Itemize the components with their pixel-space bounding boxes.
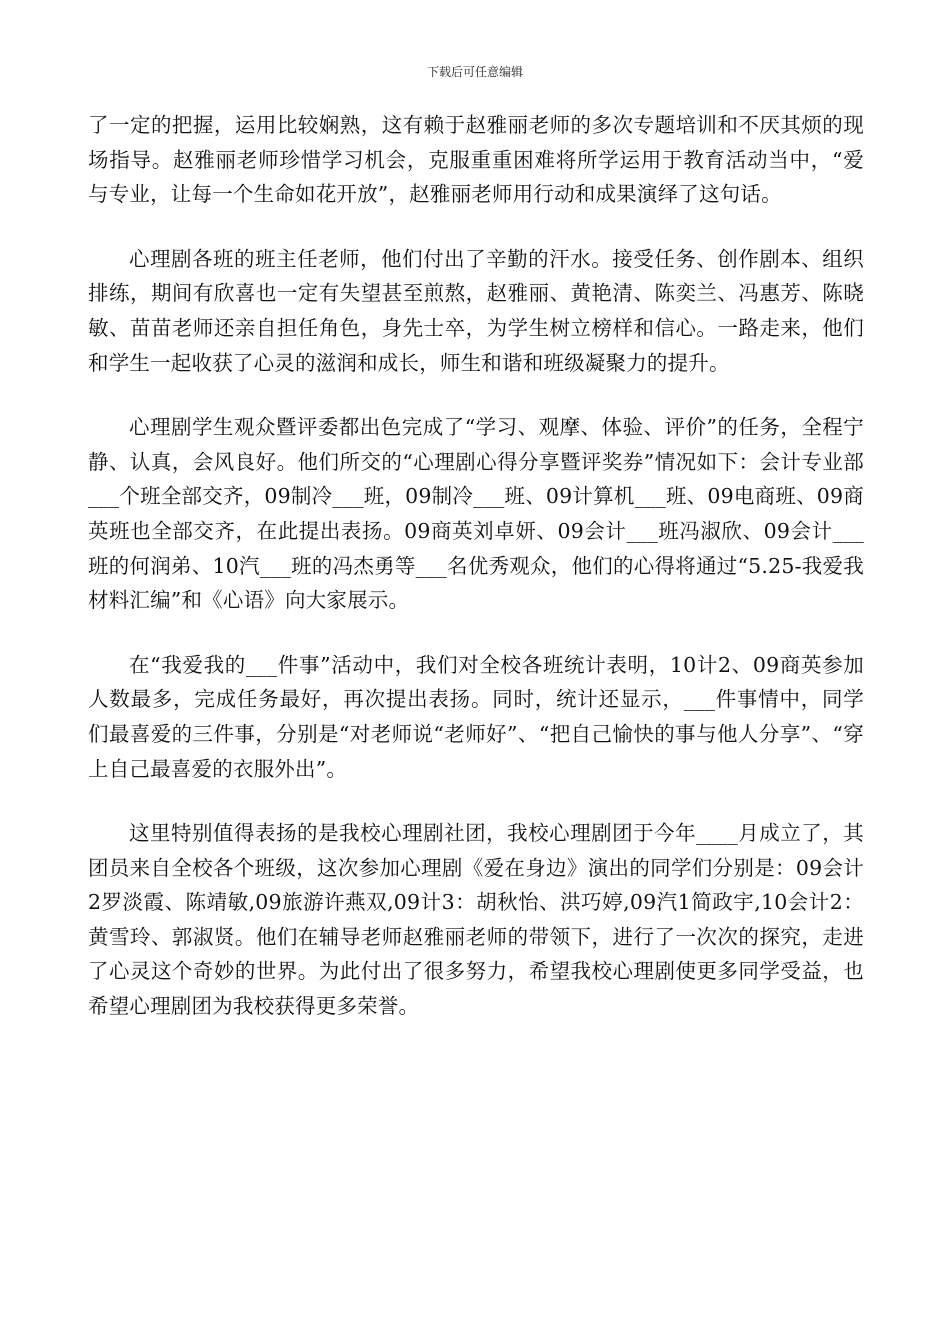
- paragraph-continuation: 了一定的把握，运用比较娴熟，这有赖于赵雅丽老师的多次专题培训和不厌其烦的现场指导。赵雅丽老师珍惜学习机会，克服重重困难将所学运用于教育活动当中，“爱与专业，让每一个生命如花开放”，赵雅丽老师用行动和成果演绎了这句话。: [88, 113, 864, 207]
- paragraph-class-teachers: 心理剧各班的班主任老师，他们付出了辛勤的汗水。接受任务、创作剧本、组织排练，期间有欣喜也一定有失望甚至煎熬，赵雅丽、黄艳清、陈奕兰、冯惠芳、陈晓敏、苗苗老师还亲自担任角色，身先士卒，为学生树立榜样和信心。一路走来，他们和学生一起收获了心灵的滋润和成长，师生和谐和班级凝聚力的提升。: [88, 246, 864, 375]
- document-body: [88, 108, 864, 1054]
- paragraph-i-love-me-activity: 在“我爱我的___件事”活动中，我们对全校各班统计表明，10计2、09商英参加人数最多，完成任务最好，再次提出表扬。同时，统计还显示，___件事情中，同学们最喜爱的三件事，分别是“对老师说“老师好”、“把自己愉快的事与他人分享”、“穿上自己最喜爱的衣服外出”。: [88, 652, 864, 781]
- paragraph-student-audience: 心理剧学生观众暨评委都出色完成了“学习、观摩、体验、评价”的任务，全程宁静、认真，会风良好。他们所交的“心理剧心得分享暨评奖券”情况如下：会计专业部___个班全部交齐，09制冷___班，09制冷___班、09计算机___班、09电商班、09商英班也全部交齐，在此提出表扬。09商英刘卓妍、09会计___班冯淑欣、09会计___班的何润弟、10汽___班的冯杰勇等___名优秀观众，他们的心得将通过“5.25-我爱我材料汇编”和《心语》向大家展示。: [88, 415, 864, 613]
- page-header-note: 下载后可任意编辑: [426, 65, 523, 79]
- paragraph-drama-club: 这里特别值得表扬的是我校心理剧社团，我校心理剧团于今年____月成立了，其团员来自全校各个班级，这次参加心理剧《爱在身边》演出的同学们分别是：09会计2罗淡霞、陈靖敏,09旅游许燕双,09计3：胡秋怡、洪巧婷,09汽1简政宇,10会计2：黄雪玲、郭淑贤。他们在辅导老师赵雅丽老师的带领下，进行了一次次的探究，走进了心灵这个奇妙的世界。为此付出了很多努力，希望我校心理剧使更多同学受益，也希望心理剧团为我校获得更多荣誉。: [88, 821, 864, 1019]
